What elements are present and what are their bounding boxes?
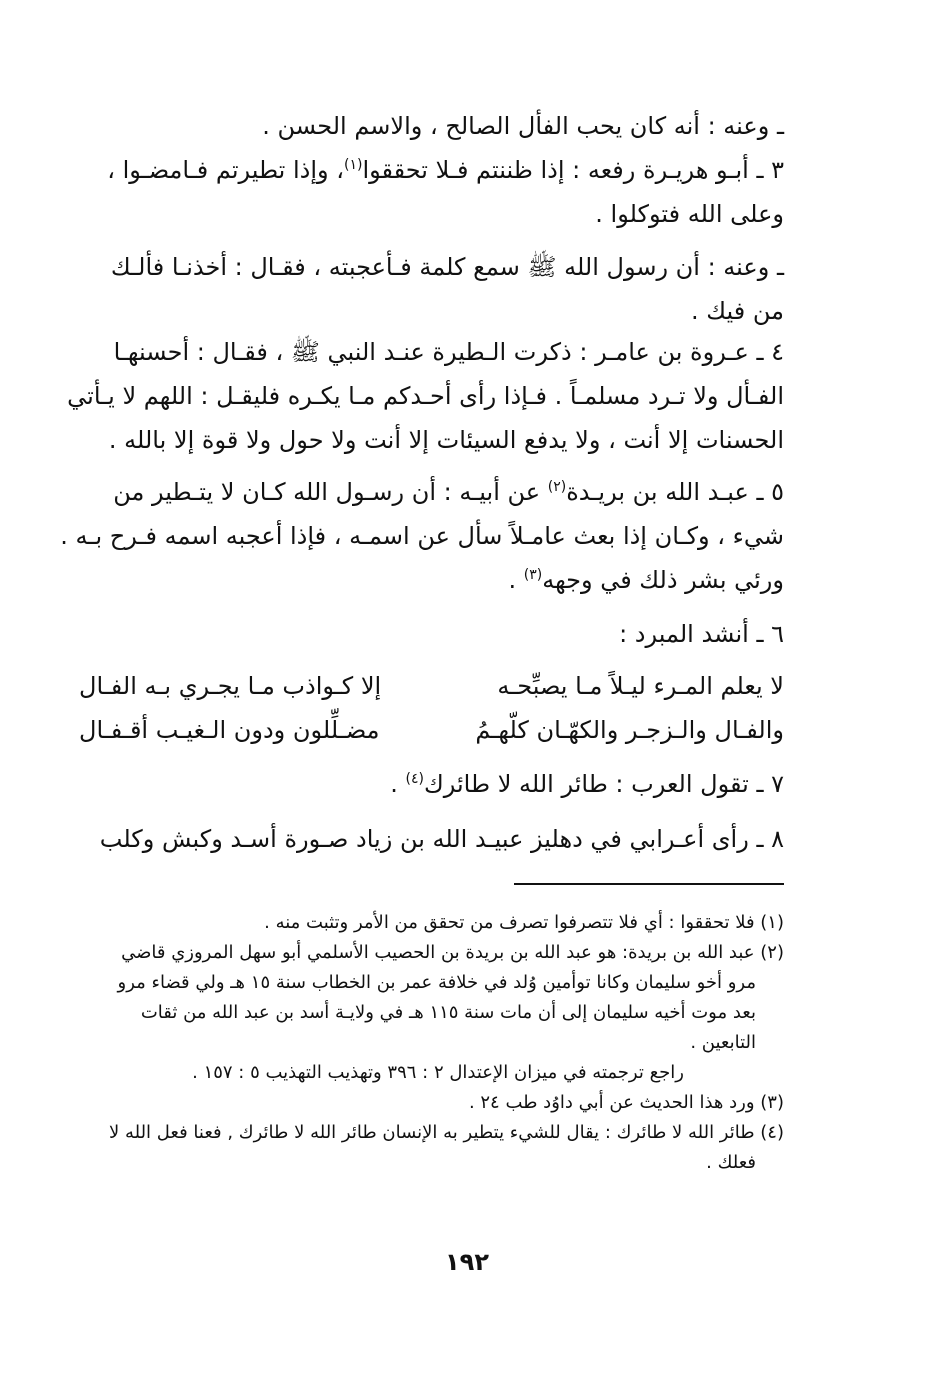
paragraph-6 xyxy=(79,612,784,656)
footnote-1: (١) فلا تحققوا : أي فلا تتصرفوا تصرف من تحقق من الأمر وتثبت منه . xyxy=(264,912,784,933)
text-run: ٣ ـ أبـو هريـرة رفعه : إذا ظننتم فـلا تحققوا xyxy=(362,156,784,184)
poem-hemistich-left: إلا كـواذب مـا يجـري بـه الفـال xyxy=(79,672,382,700)
poem-verse xyxy=(79,664,784,708)
footnote-line: مرو أخو سليمان وكانا توأمين وُلد في خلافة عمر بن الخطاب سنة ١٥ هـ ولي قضاء مرو xyxy=(117,972,756,993)
poem-verse xyxy=(79,708,784,752)
paragraph-line: من فيك . xyxy=(691,297,784,325)
text-run: ورئي بشر ذلك في وجهه xyxy=(542,566,784,594)
footnote-3: (٣) ورد هذا الحديث عن أبي داوُد طب ٢٤ . xyxy=(468,1092,784,1113)
paragraph-line: ٤ ـ عـروة بن عامـر : ذكرت الـطيرة عنـد النبي ﷺ ، فقـال : أحسنهـا xyxy=(113,338,784,366)
paragraph-1 xyxy=(79,104,784,148)
footnote-divider xyxy=(514,883,784,885)
paragraph-8 xyxy=(79,817,784,861)
footnote-ref-4: (٤) xyxy=(405,771,424,787)
paragraph-3 xyxy=(79,245,784,333)
paragraph-line xyxy=(79,762,784,806)
footnote-ref-1: (١) xyxy=(343,157,363,173)
text-run: . xyxy=(390,770,406,798)
paragraph-line: ٨ ـ رأى أعـرابي في دهليز عبيـد الله بن زياد صـورة أسـد وكبش وكلب xyxy=(99,825,784,853)
poem-hemistich-left: مضـلِّلون ودون الـغيـب أقـفـال xyxy=(79,716,380,744)
footnote-reference: راجع ترجمته في ميزان الإعتدال ٢ : ٣٩٦ وتهذيب التهذيب ٥ : ١٥٧ . xyxy=(192,1062,684,1083)
text-run: ٥ ـ عبـد الله بن بريـدة xyxy=(566,478,784,506)
footnote-2 xyxy=(79,938,784,1088)
paragraph-4 xyxy=(67,330,784,462)
page-number: ١٩٢ xyxy=(445,1248,489,1276)
paragraph-line: الفـأل ولا تـرد مسلمـاً . فـإذا رأى أحـدكم مـا يكـره فليقـل : اللهم لا يـأتي xyxy=(67,382,784,410)
paragraph-line xyxy=(79,470,784,514)
footnote-line: بعد موت أخيه سليمان إلى أن مات سنة ١١٥ هـ في ولايـة أسد بن عبد الله من ثقات xyxy=(140,1002,756,1023)
paragraph-7 xyxy=(79,762,784,806)
footnote-line: التابعين . xyxy=(690,1032,756,1053)
paragraph-line: ـ وعنه : أن رسول الله ﷺ سمع كلمة فـأعجبته ، فقـال : أخذنـا فألـك xyxy=(110,253,784,281)
paragraph-line: وعلى الله فتوكلوا . xyxy=(595,200,784,228)
poem-hemistich-right: والفـال والـزجـر والكهّـان كلّهـمُ xyxy=(475,716,784,744)
paragraph-line xyxy=(79,558,784,602)
footnote-4 xyxy=(79,1118,784,1178)
paragraph-line: ٦ ـ أنشد المبرد : xyxy=(619,620,784,648)
paragraph-line xyxy=(79,148,784,192)
text-run: . xyxy=(508,566,524,594)
footnotes xyxy=(79,908,784,1178)
footnote-line: فعلك . xyxy=(706,1152,756,1173)
paragraph-line: شيء ، وكـان إذا بعث عامـلاً سأل عن اسمـه ، فإذا أعجبه اسمه فـرح بـه . xyxy=(60,522,784,550)
footnote-ref-3: (٣) xyxy=(523,567,543,583)
paragraph-5 xyxy=(60,470,784,602)
paragraph-2 xyxy=(79,148,784,236)
footnote-ref-2: (٢) xyxy=(547,479,567,495)
footnote-line: (٢) عبد الله بن بريدة: هو عبد الله بن بريدة بن الحصيب الأسلمي أبو سهل المروزي قاضي xyxy=(121,942,784,963)
paragraph-line: الحسنات إلا أنت ، ولا يدفع السيئات إلا أنت ولا حول ولا قوة إلا بالله . xyxy=(108,426,784,454)
text-run: ٧ ـ تقول العرب : طائر الله لا طائرك xyxy=(423,770,784,798)
text-run: عن أبيـه : أن رسـول الله كـان لا يتـطير من xyxy=(113,478,548,506)
text-run: ، وإذا تطيرتم فـامضـوا ، xyxy=(107,156,344,184)
poem-hemistich-right: لا يعلم المـرء ليـلاً مـا يصبِّحـه xyxy=(497,672,784,700)
paragraph-line: ـ وعنه : أنه كان يحب الفأل الصالح ، والاسم الحسن . xyxy=(262,112,784,140)
footnote-line: (٤) طائر الله لا طائرك : يقال للشيء يتطير به الإنسان طائر الله لا طائرك , فعنا فعل الله لا xyxy=(108,1122,784,1143)
poem xyxy=(79,664,784,752)
